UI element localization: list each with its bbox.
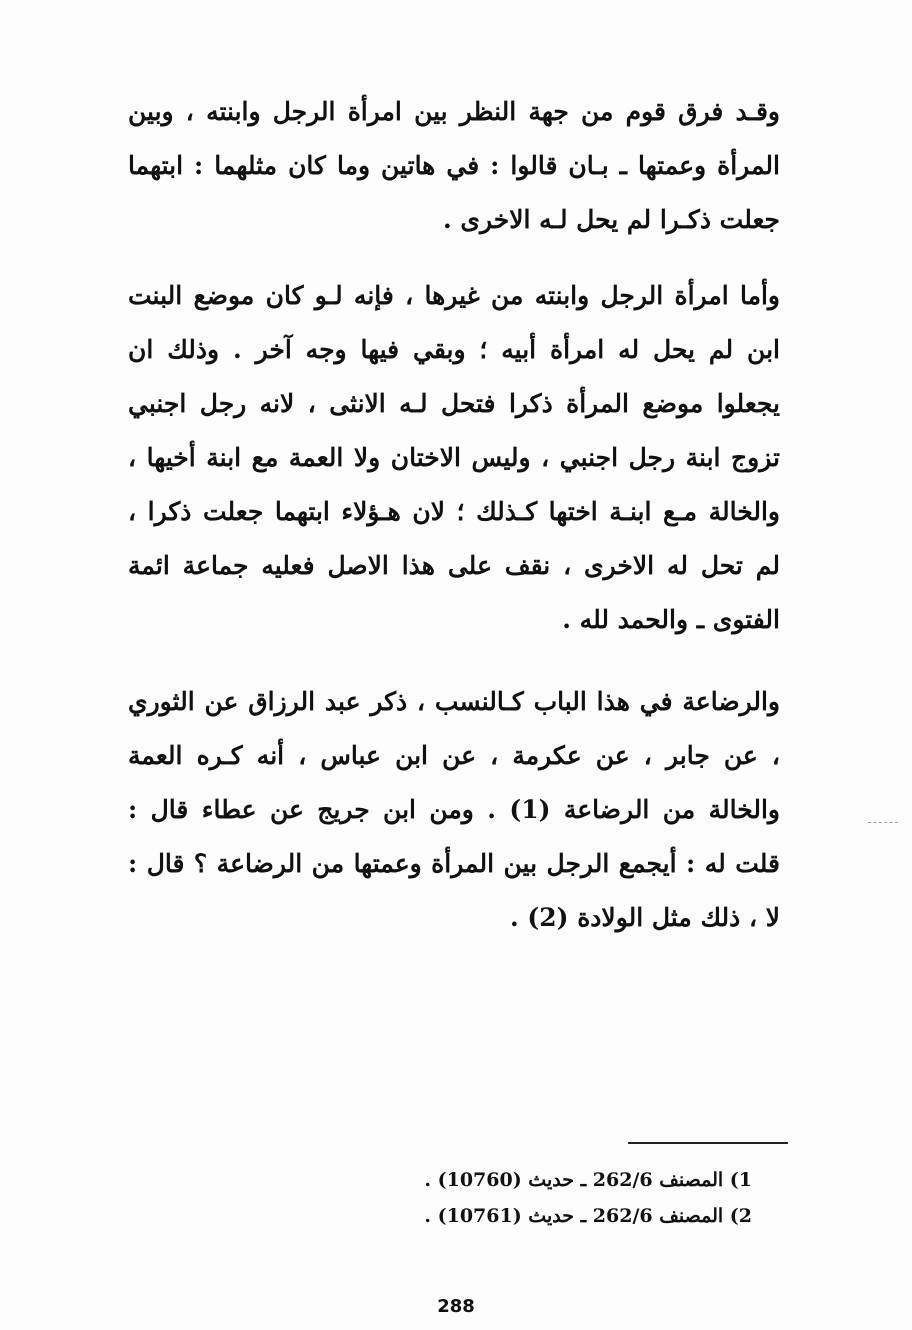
footnote-1: 1) المصنف 262/6 ـ حديث (10760) . xyxy=(424,1169,752,1191)
footnote-divider xyxy=(628,1142,788,1144)
paragraph-1: وقـد فرق قوم من جهة النظر بين امرأة الرجل وابنته ، وبين المرأة وعمتها ـ بـان قالوا : في هاتين وما كان مثلهما : ابتهما جعلت ذكـرا لم يحل لـه الاخرى . xyxy=(128,97,780,234)
paragraph-2: وأما امرأة الرجل وابنته من غيرها ، فإنه لـو كان موضع البنت ابن لم يحل له امرأة أبيه ؛ وبقي فيها وجه آخر . وذلك ان يجعلوا موضع المرأة ذكرا فتحل لـه الانثى ، لانه رجل اجنبي تزوج ابنة رجل اجنبي ، وليس الاختان ولا العمة مع ابنة أخيها ، والخالة مـع ابنـة اختها كـذلك ؛ لان هـؤلاء ابتهما جعلت ذكرا ، لم تحل له الاخرى ، نقف على هذا الاصل فعليه جماعة ائمة الفتوى ـ والحمد لله . xyxy=(128,281,780,634)
paragraph-3: والرضاعة في هذا الباب كـالنسب ، ذكر عبد الرزاق عن الثوري ، عن جابر ، عن عكرمة ، عن ابن عباس ، أنه كـره العمة والخالة من الرضاعة (1) . ومن ابن جريج عن عطاء قال : قلت له : أيجمع الرجل بين المرأة وعمتها من الرضاعة ؟ قال : لا ، ذلك مثل الولادة (2) . xyxy=(128,687,781,932)
margin-mark xyxy=(868,822,898,823)
page-number: 288 xyxy=(437,1296,475,1317)
footnotes xyxy=(332,1162,752,1234)
footnote-2: 2) المصنف 262/6 ـ حديث (10761) . xyxy=(424,1205,752,1227)
